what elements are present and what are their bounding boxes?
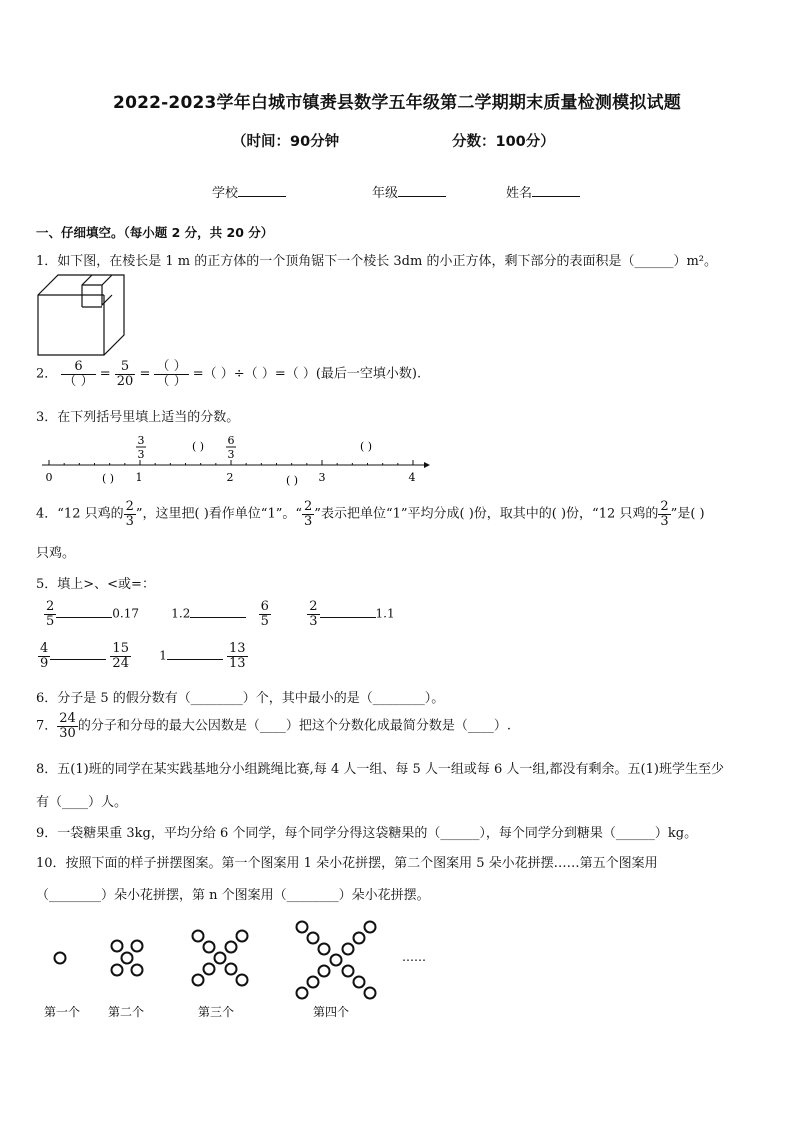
q2-fraction-1: $\frac{6}{( )}$ <box>63 359 94 389</box>
pattern-label-1: 第一个 <box>44 1005 81 1019</box>
question-8-line2: 有（____）人。 <box>36 795 128 810</box>
pattern-ellipsis: …… <box>402 950 426 964</box>
compare-blank[interactable] <box>50 647 106 660</box>
page-title: 2022-2023学年白城市镇赉县数学五年级第二学期期末质量检测模拟试题 <box>113 93 681 113</box>
nl-tick-4: 4 <box>408 471 416 484</box>
compare-blank[interactable] <box>167 647 223 660</box>
name-label: 姓名 <box>506 186 533 201</box>
name-field[interactable] <box>506 182 580 201</box>
nl-tick-3: 3 <box>318 471 326 484</box>
time-label: （时间：90分钟 <box>232 134 340 150</box>
question-10-line2: （________）朵小花拼摆，第 n 个图案用（________）朵小花拼摆。 <box>36 888 430 903</box>
score-label: 分数：100分） <box>452 134 555 150</box>
nl-frac-2-den: 3 <box>227 448 235 461</box>
compare-blank[interactable] <box>190 605 246 618</box>
section-heading: 一、仔细填空。（每小题 2 分，共 20 分） <box>36 225 274 240</box>
nl-frac-1-den: 3 <box>137 448 145 461</box>
nl-tick-2: 2 <box>226 471 234 484</box>
number-line <box>36 432 432 488</box>
nl-tick-1: 1 <box>135 471 143 484</box>
question-7: 7． $\frac{24}{30}$ 的分子和分母的最大公因数是（____）把这个分数化成最简分数是（____）. <box>36 711 511 741</box>
question-3: 3．在下列括号里填上适当的分数。 <box>36 410 240 425</box>
question-8: 8．五(1)班的同学在某实践基地分小组跳绳比赛,每 4 人一组、每 5 人一组或每 6 人一组,都没有剩余。五(1)班学生至少 <box>36 762 724 777</box>
nl-frac-1-num: 3 <box>137 434 145 447</box>
q2-fraction-2: $\frac{5}{20}$ <box>116 359 134 389</box>
cube-figure <box>36 273 128 357</box>
grade-field[interactable] <box>372 182 446 201</box>
q2-rest: =（ ）÷（ ）=（ ）(最后一空填小数). <box>192 366 422 382</box>
nl-top-blank-2[interactable]: ( ) <box>359 440 373 453</box>
nl-top-blank-1[interactable]: ( ) <box>191 440 205 453</box>
compare-blank[interactable] <box>320 605 376 618</box>
question-4: 4．“12 只鸡的 $\frac{2}{3}$ ”，这里把( )看作单位“1”。“ $\frac{2}{3}$ ”表示把单位“1”平均分成( )份，取其中的( )份，“12 只鸡的 $\frac{2}{3}$ ”是( ) <box>36 499 705 529</box>
nl-bottom-blank-1[interactable]: ( ) <box>101 472 115 485</box>
question-5: 5．填上>、<或=： <box>36 577 155 592</box>
q2-fraction-3[interactable]: $\frac{( )}{( )}$ <box>156 359 187 389</box>
flower-patterns <box>36 916 456 1026</box>
question-4-line2: 只鸡。 <box>36 546 76 561</box>
q5-row-1: $\frac{2}{5}$ 0.17 1.2 $\frac{6}{5}$ $\frac{2}{3}$ 1.1 <box>46 599 395 629</box>
q2-number: 2． <box>36 366 58 382</box>
question-9: 9．一袋糖果重 3kg，平均分给 6 个同学，每个同学分得这袋糖果的（______），每个同学分到糖果（______）kg。 <box>36 826 698 841</box>
nl-tick-0: 0 <box>45 471 53 484</box>
pattern-label-2: 第二个 <box>108 1005 145 1019</box>
q5-row-2: $\frac{4}{9}$ $\frac{15}{24}$ 1 $\frac{13}{13}$ <box>40 641 246 671</box>
question-1: 1．如下图，在棱长是 1 m 的正方体的一个顶角锯下一个棱长 3dm 的小正方体，剩下部分的表面积是（______）m²。 <box>36 254 717 269</box>
nl-bottom-blank-2[interactable]: ( ) <box>285 474 299 487</box>
grade-label: 年级 <box>372 186 399 201</box>
pattern-label-3: 第三个 <box>198 1005 235 1019</box>
pattern-label-4: 第四个 <box>313 1005 350 1019</box>
question-2: 2． $\frac{6}{( )}$ = $\frac{5}{20}$ = $\frac{( )}{( )}$ =（ ）÷（ ）=（ ）(最后一空填小数). <box>36 359 422 389</box>
compare-blank[interactable] <box>56 605 112 618</box>
question-6: 6．分子是 5 的假分数有（________）个，其中最小的是（________）。 <box>36 691 445 706</box>
school-label: 学校 <box>212 186 239 201</box>
nl-frac-2-num: 6 <box>227 434 235 447</box>
question-10: 10．按照下面的样子拼摆图案。第一个图案用 1 朵小花拼摆，第二个图案用 5 朵小花拼摆……第五个图案用 <box>36 856 658 871</box>
school-field[interactable] <box>212 182 286 201</box>
